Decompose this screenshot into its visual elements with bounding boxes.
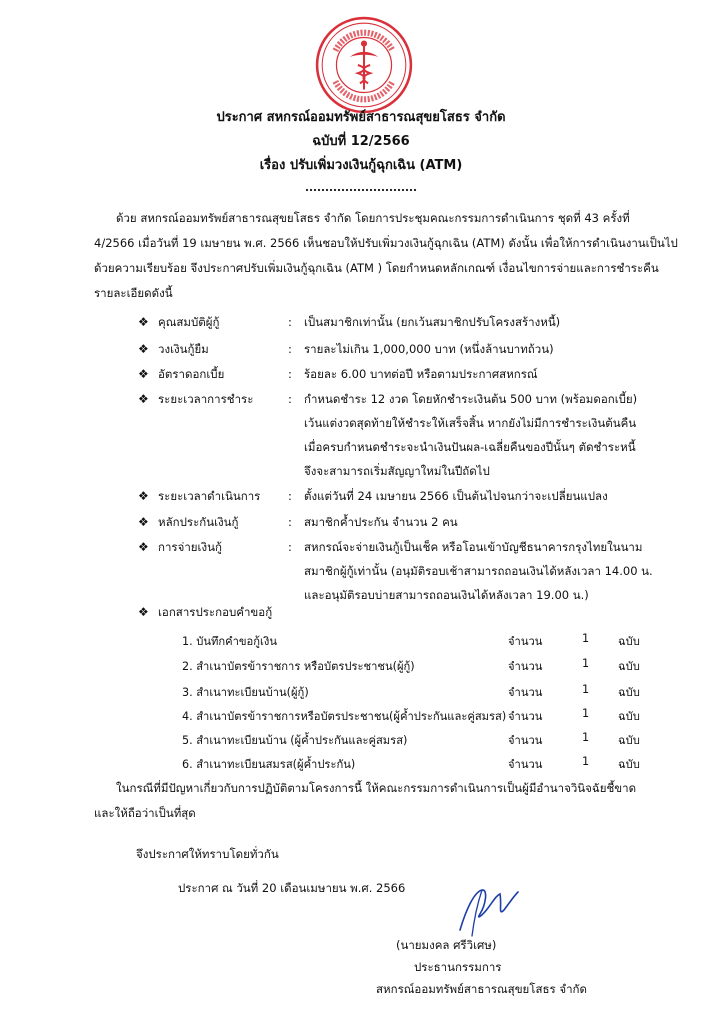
announcement-subject: เรื่อง ปรับเพิ่มวงเงินกู้ฉุกเฉิน (ATM) [259, 158, 463, 173]
criterion-label: การจ่ายเงินกู้ [158, 540, 222, 554]
document-qty-label: จำนวน [508, 710, 543, 723]
intro-line: ด้วย สหกรณ์ออมทรัพย์สาธารณสุขยโสธร จำกัด โดยการประชุมคณะกรรมการดำเนินการ ชุดที่ 43 ครั้งที่ [116, 211, 630, 225]
document-qty: 1 [582, 683, 590, 696]
criterion-label: อัตราดอกเบี้ย [158, 367, 225, 381]
closing-paragraph [94, 776, 694, 826]
document-name: 3. สำเนาทะเบียนบ้าน(ผู้กู้) [182, 686, 309, 699]
document-item [182, 683, 652, 705]
criterion-colon: : [288, 392, 292, 406]
announcement-issue: ฉบับที่ 12/2566 [312, 134, 410, 149]
criterion-value-line: สมาชิกผู้กู้เท่านั้น (อนุมัติรอบเช้าสามารถถอนเงินได้หลังเวลา 14.00 น. [304, 564, 653, 578]
announcement-date: ประกาศ ณ วันที่ 20 เดือนเมษายน พ.ศ. 2566 [178, 881, 406, 895]
document-qty-label: จำนวน [508, 686, 543, 699]
criterion-value [304, 337, 684, 361]
criterion-colon: : [288, 489, 292, 503]
document-qty-label: จำนวน [508, 734, 543, 747]
criterion-value [304, 362, 684, 386]
closing-line: และให้ถือว่าเป็นที่สุด [94, 806, 196, 820]
criterion-value-line: และอนุมัติรอบบ่ายสามารถถอนเงินได้หลังเวลา 19.00 น.) [304, 588, 589, 602]
criterion-value [304, 484, 684, 508]
signatory-organization: สหกรณ์ออมทรัพย์สาธารณสุขยโสธร จำกัด [376, 982, 587, 996]
criterion-colon: : [288, 515, 292, 529]
documents-heading-text: เอกสารประกอบคำขอกู้ [158, 605, 273, 619]
criterion-value-line: กำหนดชำระ 12 งวด โดยหักชำระเงินต้น 500 บาท (พร้อมดอกเบี้ย) [304, 392, 638, 406]
document-name: 1. บันทึกคำขอกู้เงิน [182, 635, 277, 648]
diamond-bullet-icon: ❖ [138, 540, 149, 554]
diamond-bullet-icon: ❖ [138, 367, 149, 381]
document-qty-label: จำนวน [508, 758, 543, 771]
handwritten-signature [452, 880, 532, 940]
diamond-bullet-icon: ❖ [138, 515, 149, 529]
signatory-position: ประธานกรรมการ [414, 960, 502, 974]
intro-line: 4/2566 เมื่อวันที่ 19 เมษายน พ.ศ. 2566 เห็นชอบให้ปรับเพิ่มวงเงินกู้ฉุกเฉิน (ATM) ดังนั้น เพื่อให้การดำเนินงานเป็นไป [94, 236, 678, 250]
criterion-value-line: สมาชิกค้ำประกัน จำนวน 2 คน [304, 515, 458, 529]
criterion-label: หลักประกันเงินกู้ [158, 515, 239, 529]
criterion-value [304, 310, 684, 334]
criterion-value-line: เมื่อครบกำหนดชำระจะนำเงินปันผล-เฉลี่ยคืนของปีนั้นๆ ตัดชำระหนี้ [304, 440, 636, 454]
criterion-colon: : [288, 540, 292, 554]
document-qty: 1 [582, 657, 590, 670]
criterion-value [304, 510, 684, 534]
criterion-value-line: รายละไม่เกิน 1,000,000 บาท (หนึ่งล้านบาทถ้วน) [304, 342, 554, 356]
signatory-block [376, 934, 676, 1000]
criterion-value-line: จึงจะสามารถเริ่มสัญญาใหม่ในปีถัดไป [304, 464, 490, 478]
document-name: 2. สำเนาบัตรข้าราชการ หรือบัตรประชาชน(ผู้กู้) [182, 660, 415, 673]
criterion-value [304, 535, 684, 607]
document-item [182, 707, 652, 729]
intro-line: ด้วยความเรียบร้อย จึงประกาศปรับเพิ่มเงินกู้ฉุกเฉิน (ATM ) โดยกำหนดหลักเกณฑ์ เงื่อนไขการจ่ายและการชำระคืน [94, 261, 659, 275]
criterion-value [304, 387, 684, 483]
document-qty: 1 [582, 707, 590, 720]
document-qty-label: จำนวน [508, 660, 543, 673]
document-unit: ฉบับ [618, 635, 640, 648]
criterion-value-line: เป็นสมาชิกเท่านั้น (ยกเว้นสมาชิกปรับโครงสร้างหนี้) [304, 315, 561, 329]
inform-line: จึงประกาศให้ทราบโดยทั่วกัน [136, 847, 279, 861]
document-unit: ฉบับ [618, 758, 640, 771]
intro-line: รายละเอียดดังนี้ [94, 286, 173, 300]
criterion-colon: : [288, 342, 292, 356]
criterion-label: ระยะเวลาการชำระ [158, 392, 254, 406]
criterion-value-line: ร้อยละ 6.00 บาทต่อปี หรือตามประกาศสหกรณ์ [304, 367, 538, 381]
document-qty: 1 [582, 755, 590, 768]
closing-line: ในกรณีที่มีปัญหาเกี่ยวกับการปฏิบัติตามโครงการนี้ ให้คณะกรรมการดำเนินการเป็นผู้มีอำนาจวินิจฉัยชี้ขาด [116, 781, 637, 795]
criterion-label: คุณสมบัติผู้กู้ [158, 315, 220, 329]
documents-heading [138, 604, 272, 622]
document-unit: ฉบับ [618, 660, 640, 673]
document-qty-label: จำนวน [508, 635, 543, 648]
document-item [182, 632, 652, 654]
title-block [0, 106, 722, 178]
intro-paragraph [94, 206, 678, 306]
document-qty: 1 [582, 731, 590, 744]
document-name: 6. สำเนาทะเบียนสมรส(ผู้ค้ำประกัน) [182, 758, 356, 771]
document-name: 5. สำเนาทะเบียนบ้าน (ผู้ค้ำประกันและคู่สมรส) [182, 734, 408, 747]
diamond-bullet-icon: ❖ [138, 489, 149, 503]
criterion-label: ระยะเวลาดำเนินการ [158, 489, 261, 503]
document-name: 4. สำเนาบัตรข้าราชการหรือบัตรประชาชน(ผู้ค้ำประกันและคู่สมรส) [182, 710, 507, 723]
document-item [182, 755, 652, 777]
cooperative-seal-stamp [313, 14, 415, 116]
document-qty: 1 [582, 632, 590, 645]
document-item [182, 731, 652, 753]
criterion-value-line: ตั้งแต่วันที่ 24 เมษายน 2566 เป็นต้นไปจนกว่าจะเปลี่ยนแปลง [304, 489, 608, 503]
diamond-bullet-icon: ❖ [138, 342, 149, 356]
announcement-title: ประกาศ สหกรณ์ออมทรัพย์สาธารณสุขยโสธร จำกัด [216, 110, 506, 125]
dotted-divider [305, 188, 417, 192]
criterion-colon: : [288, 367, 292, 381]
diamond-bullet-icon: ❖ [138, 315, 149, 329]
diamond-bullet-icon: ❖ [138, 392, 149, 406]
criterion-colon: : [288, 315, 292, 329]
signatory-name: (นายมงคล ศรีวิเศษ) [396, 938, 497, 952]
diamond-bullet-icon: ❖ [138, 605, 149, 619]
criterion-value-line: สหกรณ์จะจ่ายเงินกู้เป็นเช็ค หรือโอนเข้าบัญชีธนาคารกรุงไทยในนาม [304, 540, 643, 554]
criterion-label: วงเงินกู้ยืม [158, 342, 209, 356]
document-unit: ฉบับ [618, 710, 640, 723]
document-item [182, 657, 652, 679]
document-unit: ฉบับ [618, 686, 640, 699]
document-unit: ฉบับ [618, 734, 640, 747]
criterion-value-line: เว้นแต่งวดสุดท้ายให้ชำระให้เสร็จสิ้น หากยังไม่มีการชำระเงินต้นคืน [304, 416, 637, 430]
